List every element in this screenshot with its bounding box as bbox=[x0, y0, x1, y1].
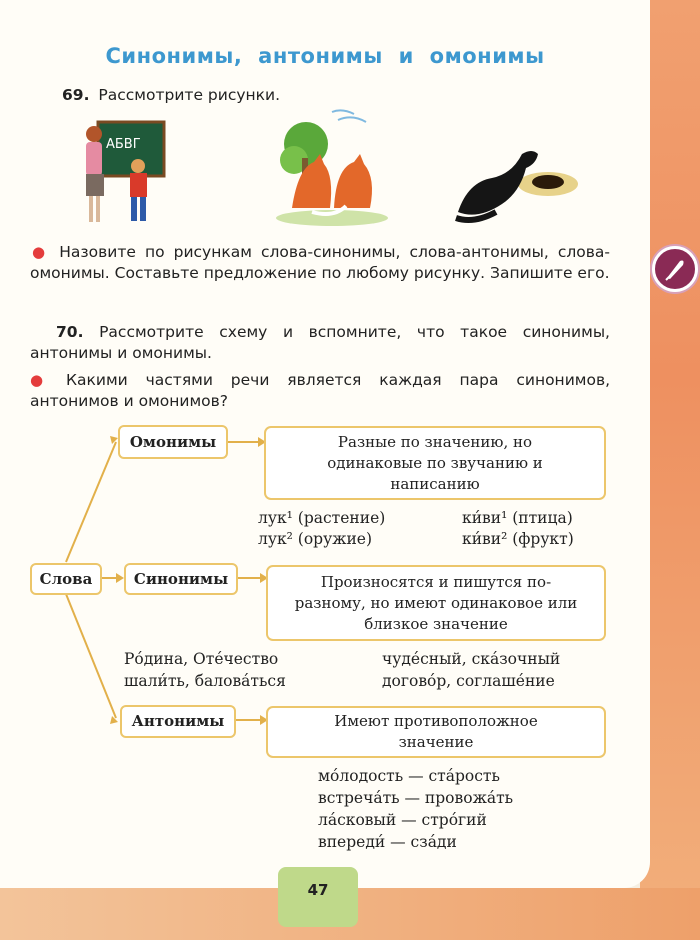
bullet-icon: ● bbox=[30, 371, 57, 389]
antonyms-definition-text: Имеют противоположное значение bbox=[334, 712, 538, 751]
homonym-example: ки́ви² (фрукт) bbox=[462, 530, 574, 548]
exercise-instruction: Рассмотрите рисунки. bbox=[98, 86, 281, 104]
homonyms-definition-text: Разные по значению, но одинаковые по звучанию и написанию bbox=[327, 432, 543, 493]
synonyms-definition bbox=[266, 565, 606, 641]
antonyms-definition bbox=[266, 706, 606, 758]
scheme-node-synonyms: Синонимы bbox=[124, 563, 238, 595]
synonym-example: чуде́сный, ска́зочный bbox=[382, 650, 561, 668]
antonym-example: ла́сковый — стро́гий bbox=[318, 811, 487, 829]
synonyms-definition-text: Произносятся и пишутся по-разному, но имеют одинаковое или близкое значение bbox=[294, 572, 578, 633]
exercise-instruction: Рассмотрите схему и вспомните, что такое синонимы, антонимы и омонимы. bbox=[30, 323, 610, 362]
blackboard-letters: АБВГ bbox=[106, 137, 141, 152]
exercise-number: 69. bbox=[62, 86, 90, 104]
page-title: Синонимы, антонимы и омонимы bbox=[105, 44, 545, 68]
antonym-example: встреча́ть — провожа́ть bbox=[318, 789, 514, 807]
exercise-number: 70. bbox=[56, 323, 84, 341]
scheme-node-homonyms: Омонимы bbox=[118, 425, 228, 459]
homonym-example: лук¹ (растение) bbox=[258, 509, 386, 527]
exercise-69-task-text: Назовите по рисункам слова-синонимы, слова-антонимы, слова-омонимы. Составьте предложение по любому рисунку. Запишите его. bbox=[30, 243, 611, 282]
scheme-node-antonyms: Антонимы bbox=[120, 705, 236, 738]
bullet-icon: ● bbox=[32, 243, 50, 261]
antonym-example: мо́лодость — ста́рость bbox=[318, 767, 500, 785]
homonym-example: ки́ви¹ (птица) bbox=[462, 509, 573, 527]
antonym-example: впереди́ — сза́ди bbox=[318, 833, 457, 851]
synonym-example: шали́ть, балова́ться bbox=[124, 672, 286, 690]
homonym-example: лук² (оружие) bbox=[258, 530, 373, 548]
homonyms-definition bbox=[264, 426, 606, 500]
writing-pen-badge-icon bbox=[652, 246, 698, 292]
synonym-example: догово́р, соглаше́ние bbox=[382, 672, 555, 690]
exercise-70-task-text: Какими частями речи является каждая пара синонимов, антонимов и омонимов? bbox=[30, 371, 611, 410]
synonym-example: Ро́дина, Оте́чество bbox=[124, 650, 279, 668]
scheme-root-words: Слова bbox=[30, 563, 102, 595]
page-number: 47 bbox=[278, 867, 358, 927]
